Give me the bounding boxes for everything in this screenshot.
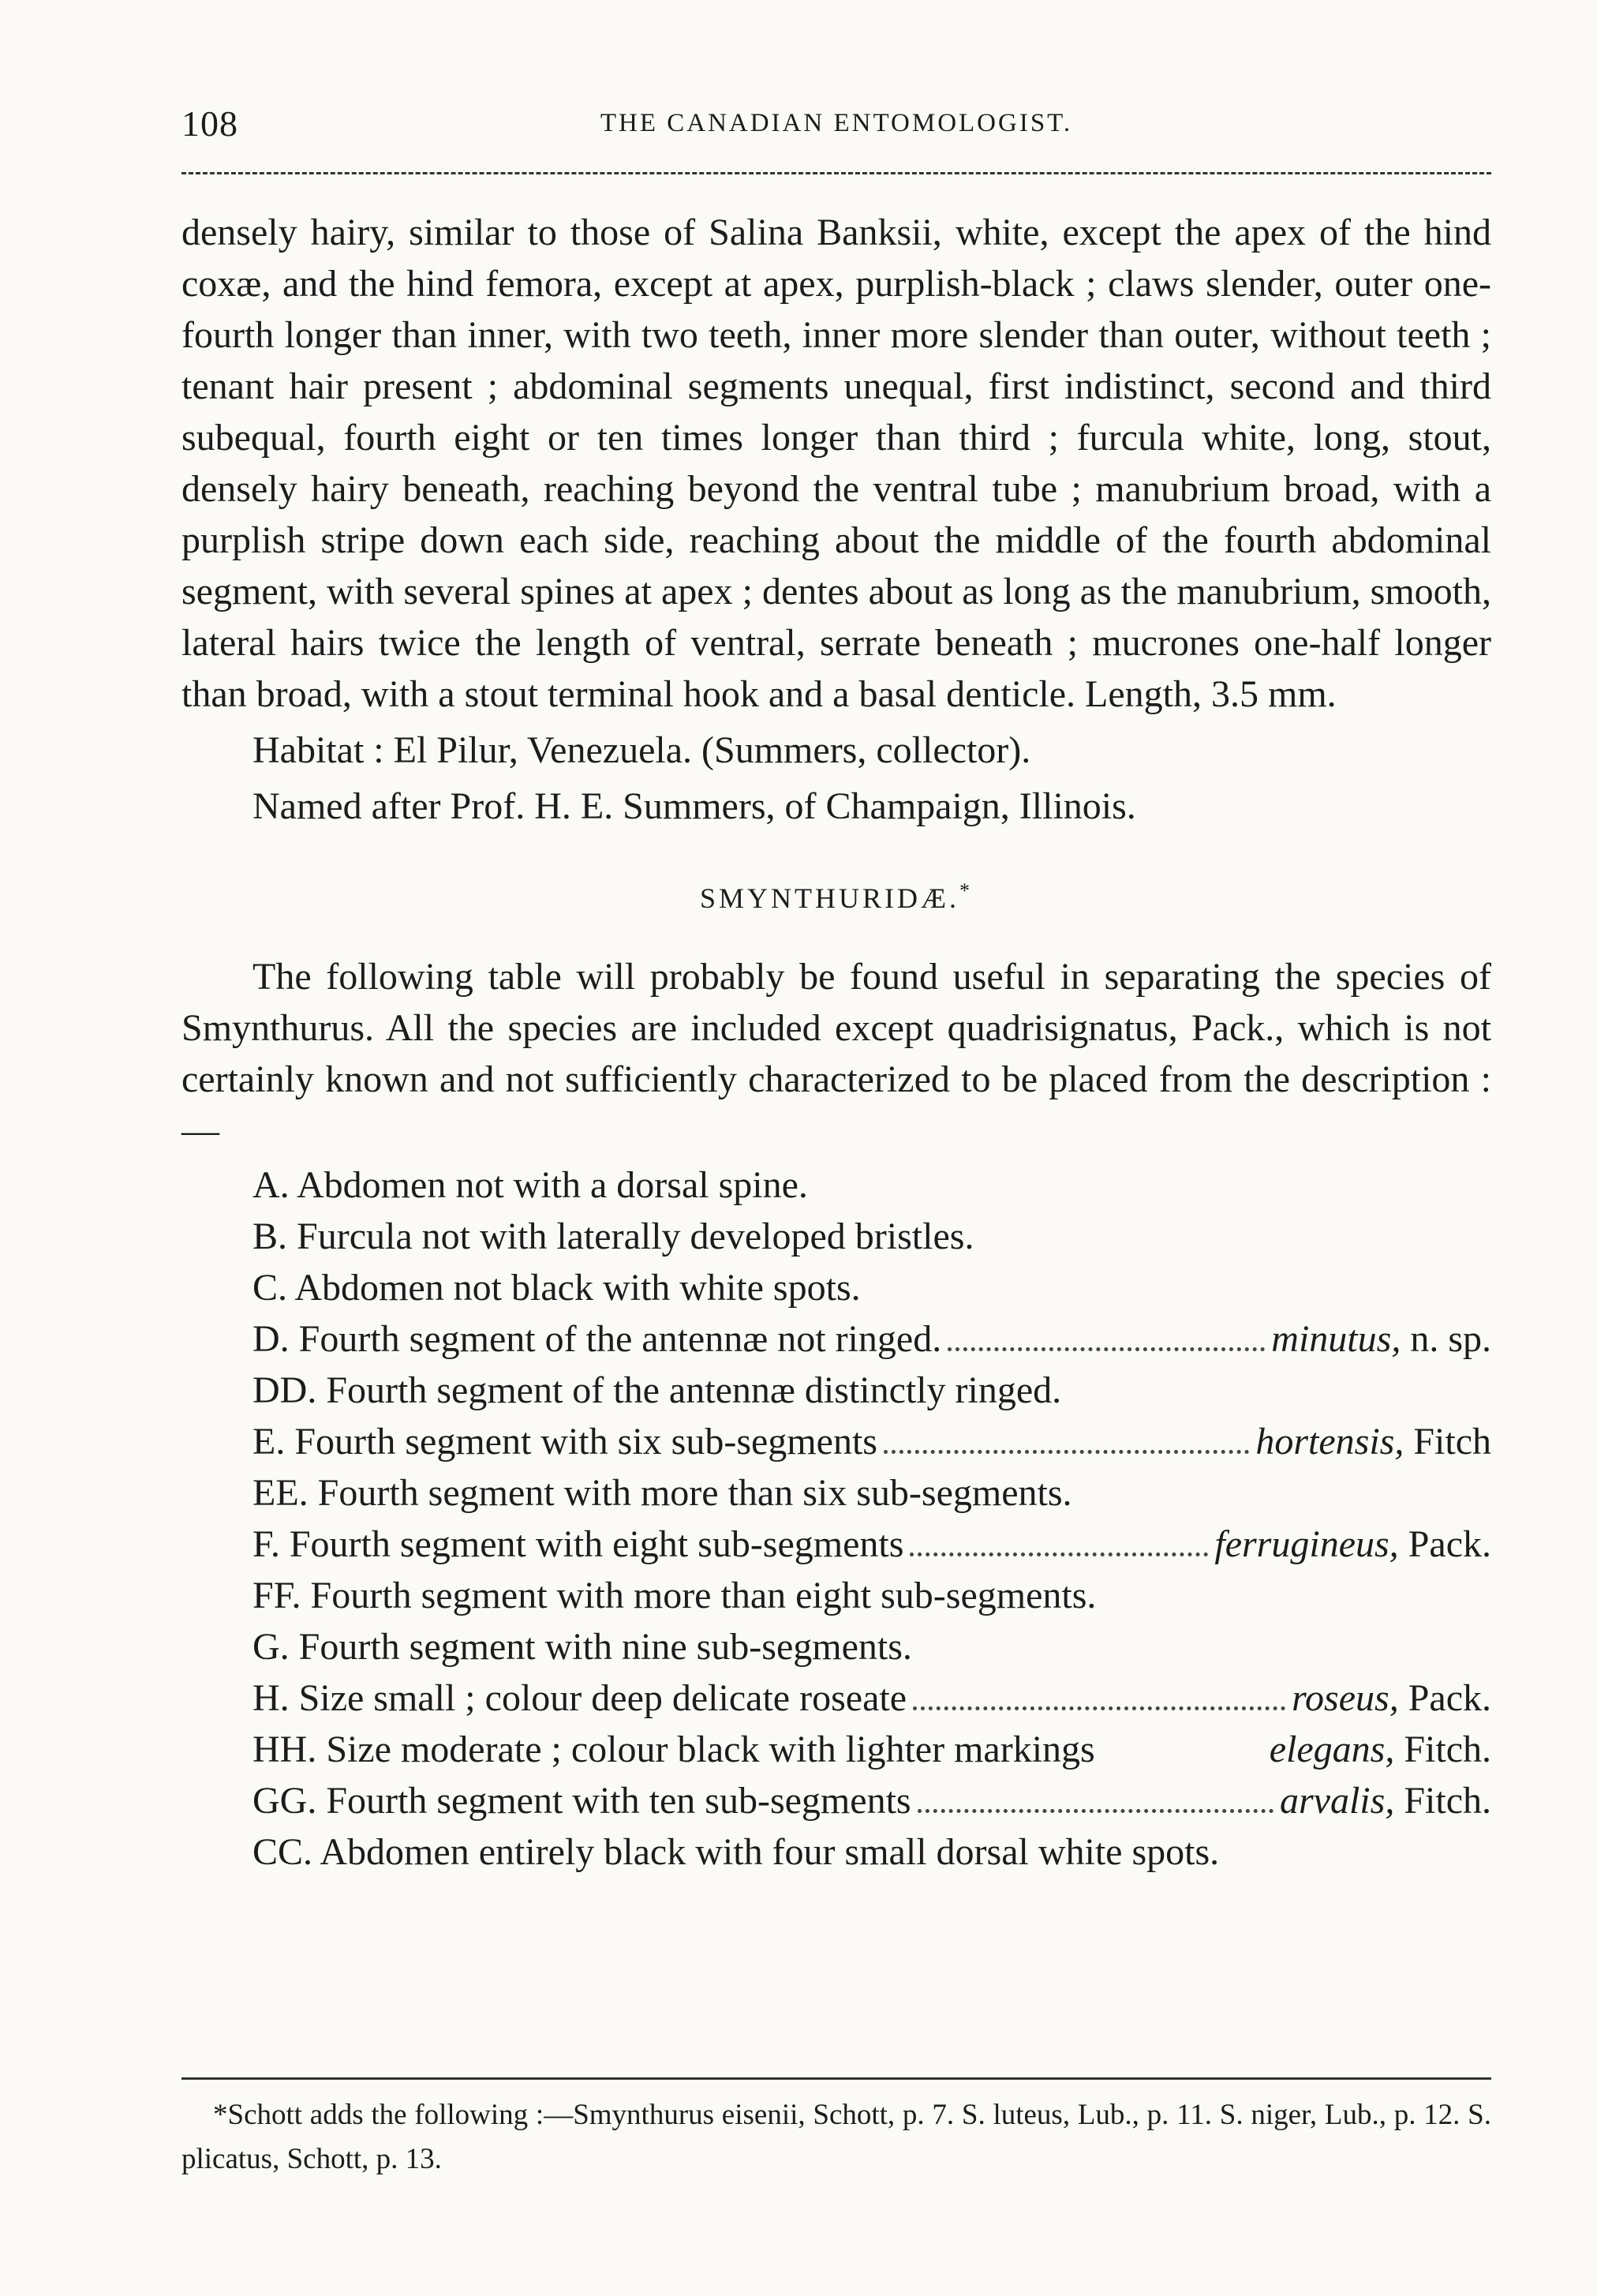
- dot-leader: [918, 1809, 1273, 1813]
- page-header: [181, 103, 1491, 150]
- body-text: [181, 207, 1491, 1878]
- key-line: [181, 1313, 1491, 1365]
- key-line-text: F. Fourth segment with eight sub-segments: [252, 1523, 904, 1565]
- key-line-text: C. Abdomen not black with white spots.: [252, 1267, 861, 1309]
- section-heading-text: SMYNTHURIDÆ.: [699, 882, 960, 914]
- key-line: [181, 1519, 1491, 1570]
- species-name: arvalis,: [1279, 1780, 1395, 1822]
- key-line: [181, 1672, 1491, 1724]
- dot-leader: [884, 1450, 1249, 1454]
- key-line: [181, 1826, 1491, 1878]
- species-author: Fitch: [1413, 1421, 1491, 1463]
- key-line-text: EE. Fourth segment with more than six sub-segments.: [252, 1472, 1072, 1514]
- habitat-line: Habitat : El Pilur, Venezuela. (Summers, collector).: [252, 729, 1031, 771]
- species-author: n. sp.: [1410, 1318, 1491, 1360]
- key-line: [181, 1724, 1491, 1775]
- species-name: ferrugineus,: [1214, 1523, 1399, 1565]
- running-head: THE CANADIAN ENTOMOLOGIST.: [600, 109, 1073, 137]
- named-after-line: Named after Prof. H. E. Summers, of Champaign, Illinois.: [252, 785, 1136, 827]
- key-line-text: H. Size small ; colour deep delicate roseate: [252, 1677, 907, 1719]
- key-line-text: G. Fourth segment with nine sub-segments.: [252, 1626, 912, 1668]
- key-line: [181, 1775, 1491, 1826]
- key-line-text: FF. Fourth segment with more than eight sub-segments.: [252, 1575, 1097, 1616]
- species-key: [181, 1159, 1491, 1878]
- header-rule: [181, 172, 1491, 174]
- key-line-text: B. Furcula not with laterally developed bristles.: [252, 1215, 974, 1257]
- key-line-text: GG. Fourth segment with ten sub-segments: [252, 1780, 911, 1822]
- key-line: [181, 1416, 1491, 1467]
- key-line-text: CC. Abdomen entirely black with four small dorsal white spots.: [252, 1831, 1220, 1873]
- key-line-text: A. Abdomen not with a dorsal spine.: [252, 1164, 808, 1206]
- key-line: [181, 1159, 1491, 1211]
- dot-leader: [910, 1553, 1208, 1556]
- page-number: 108: [181, 103, 238, 144]
- dot-leader: [1101, 1758, 1263, 1762]
- dot-leader: [948, 1347, 1265, 1351]
- species-description: densely hairy, similar to those of Salina Banksii, white, except the apex of the hind coxæ, and the hind femora, except at apex, purplish-black ; claws slender, outer one-fourth longer than inner, with two teeth, inner more slender than outer, without teeth ; tenant hair present ; abdominal segments unequal, first indistinct, second and third subequal, fourth eight or ten times longer than third ; furcula white, long, stout, densely hairy beneath, reaching beyond the ventral tube ; manubrium broad, with a purplish stripe down each side, reaching about the middle of the fourth abdominal segment, with several spines at apex ; dentes about as long as the manubrium, smooth, lateral hairs twice the length of ventral, serrate beneath ; mucrones one-half longer than broad, with a stout terminal hook and a basal denticle. Length, 3.5 mm.: [181, 212, 1491, 715]
- key-line: [181, 1262, 1491, 1313]
- dot-leader: [913, 1706, 1285, 1710]
- footnote: *Schott adds the following :—Smynthurus eisenii, Schott, p. 7. S. luteus, Lub., p. 11. S. niger, Lub., p. 12. S. plicatus, Schott, p. 13.: [181, 2099, 1491, 2175]
- key-line: [181, 1211, 1491, 1262]
- species-name: elegans,: [1269, 1729, 1395, 1770]
- species-author: Fitch.: [1404, 1729, 1491, 1770]
- footnote-marker: *: [959, 879, 974, 902]
- species-author: Pack.: [1408, 1677, 1491, 1719]
- key-line-text: D. Fourth segment of the antennæ not ringed.: [252, 1318, 942, 1360]
- key-introduction: The following table will probably be found useful in separating the species of Smynthurus. All the species are included except quadrisignatus, Pack., which is not certainly known and not sufficiently characterized to be placed from the description :—: [181, 956, 1491, 1152]
- footnote-rule: [181, 2077, 1491, 2080]
- key-line: [181, 1570, 1491, 1621]
- key-line-text: HH. Size moderate ; colour black with lighter markings: [252, 1729, 1095, 1770]
- key-line: [181, 1365, 1491, 1416]
- key-line-text: DD. Fourth segment of the antennæ distinctly ringed.: [252, 1369, 1062, 1411]
- species-author: Pack.: [1408, 1523, 1491, 1565]
- section-heading: [181, 865, 1491, 924]
- species-author: Fitch.: [1404, 1780, 1491, 1822]
- species-name: roseus,: [1292, 1677, 1399, 1719]
- key-line-text: E. Fourth segment with six sub-segments: [252, 1421, 877, 1463]
- species-name: minutus,: [1271, 1318, 1401, 1360]
- species-name: hortensis,: [1255, 1421, 1404, 1463]
- key-line: [181, 1467, 1491, 1519]
- key-line: [181, 1621, 1491, 1672]
